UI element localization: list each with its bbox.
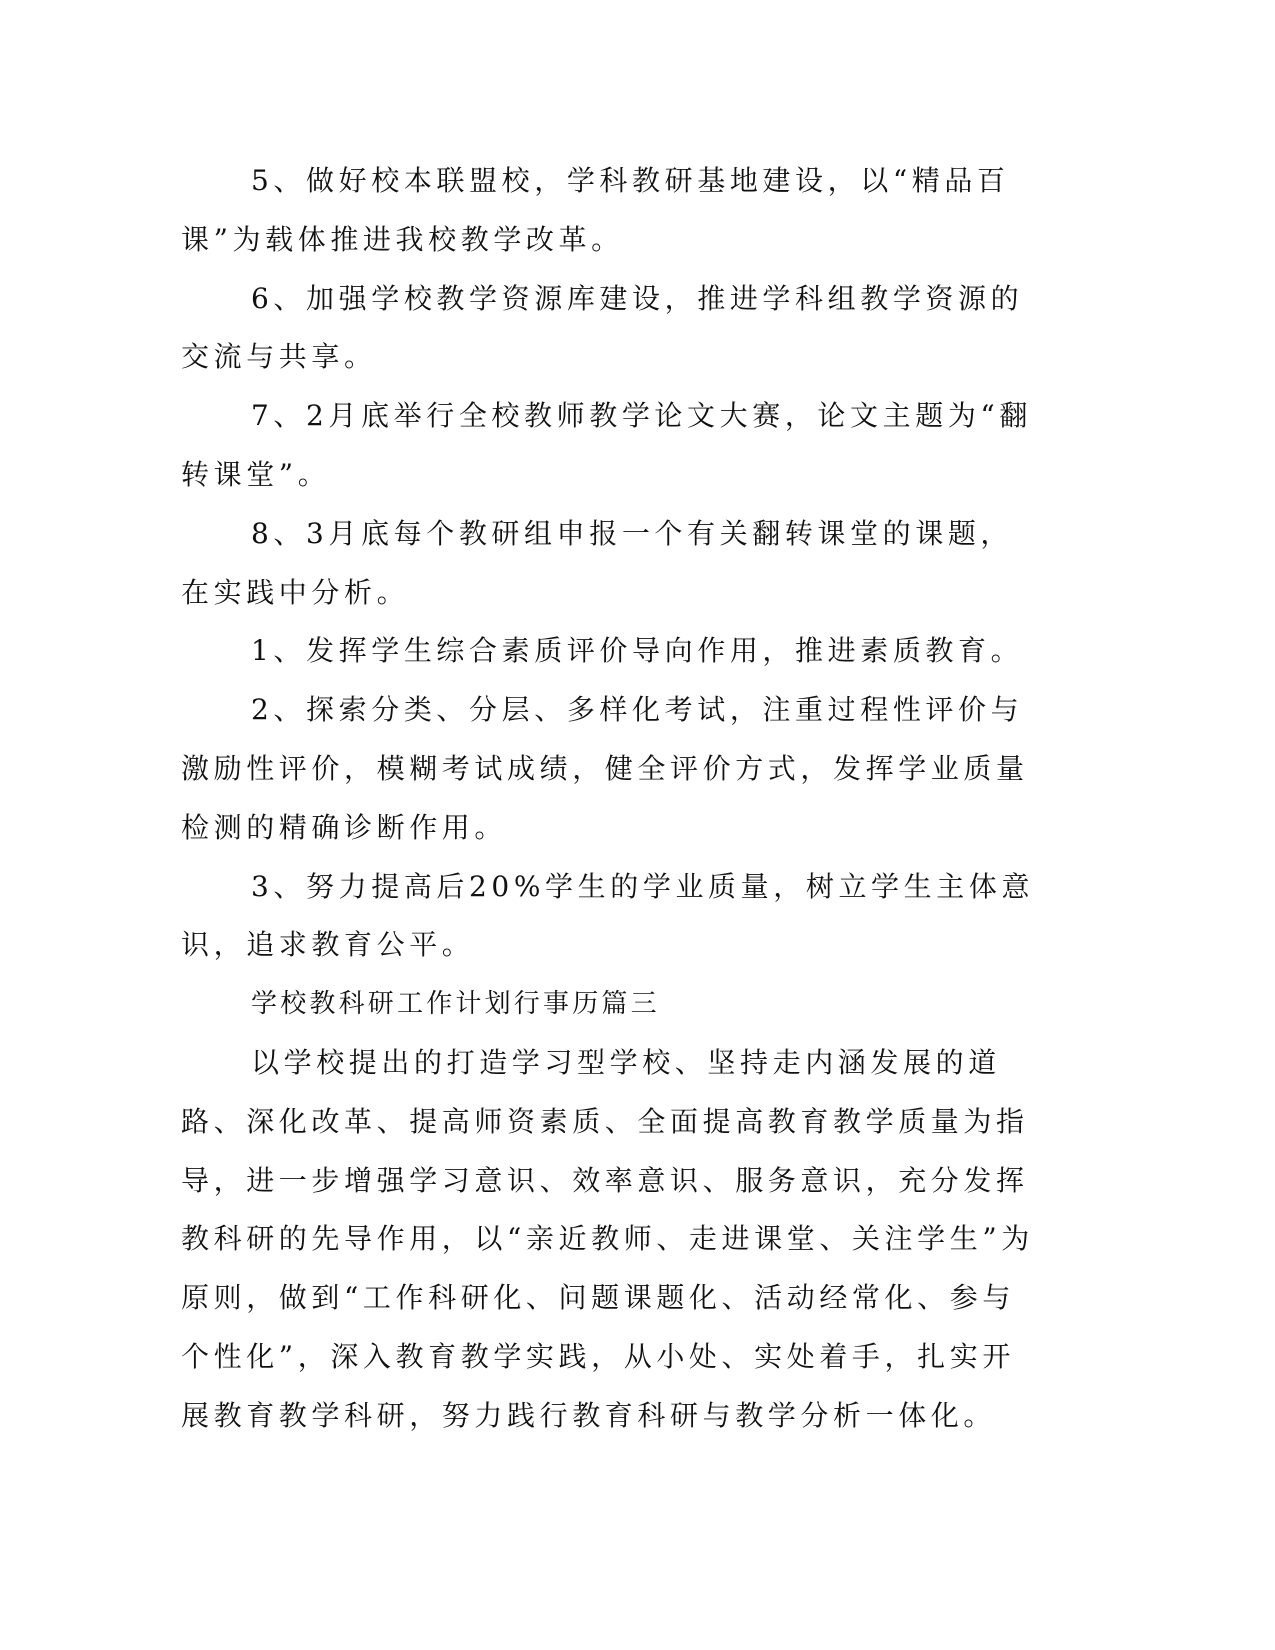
item-5-paragraph: 5、做好校本联盟校，学科教研基地建设，以“精品百课”为载体推进我校教学改革。 bbox=[181, 164, 1010, 256]
section-title: 学校教科研工作计划行事历篇三 bbox=[251, 989, 660, 1020]
item-7-paragraph: 7、2月底举行全校教师教学论文大赛，论文主题为“翻转课堂”。 bbox=[181, 399, 1032, 491]
item-8-paragraph: 8、3月底每个教研组申报一个有关翻转课堂的课题，在实践中分析。 bbox=[181, 516, 1014, 609]
document-body bbox=[181, 152, 1041, 1446]
eval-item-2-paragraph: 2、探索分类、分层、多样化考试，注重过程性评价与激励性评价，模糊考试成绩，健全评价方式，发挥学业质量检测的精确诊断作用。 bbox=[181, 693, 1029, 844]
eval-item-1-paragraph: 1、发挥学生综合素质评价导向作用，推进素质教育。 bbox=[251, 634, 1024, 668]
eval-item-3-paragraph: 3、努力提高后20%学生的学业质量，树立学生主体意识，追求教育公平。 bbox=[181, 869, 1035, 962]
guiding-paragraph: 以学校提出的打造学习型学校、坚持走内涵发展的道路、深化改革、提高师资素质、全面提高教育教学质量为指导，进一步增强学习意识、效率意识、服务意识，充分发挥教科研的先导作用，以“亲近教师、走进课堂、关注学生”为原则，做到“工作科研化、问题课题化、活动经常化、参与个性化”，深入教育教学实践，从小处、实处着手，扎实开展教育教学科研，努力践行教育科研与教学分析一体化。 bbox=[181, 1045, 1034, 1432]
item-6-paragraph: 6、加强学校教学资源库建设，推进学科组教学资源的交流与共享。 bbox=[181, 281, 1024, 374]
